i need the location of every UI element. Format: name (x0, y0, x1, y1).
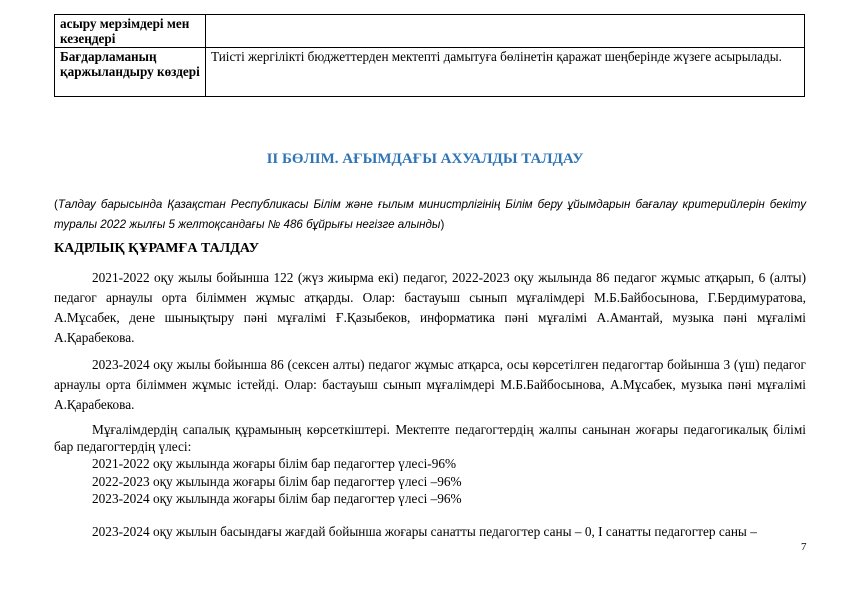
table-cell-value (206, 15, 805, 48)
paragraph-3: Мұғалімдердің сапалық құрамының көрсеткіштері. Мектепте педагогтердің жалпы санынан жоғары педагогикалық білімі бар педагогтердің үлесі: (54, 422, 806, 454)
list-item: 2023-2024 оқу жылында жоғары білім бар педагогтер үлесі –96% (92, 491, 462, 506)
share-list (92, 455, 462, 508)
table-cell-label: Бағдарламаның қаржыландыру көздері (55, 48, 206, 97)
table-row (55, 48, 805, 97)
paragraph-4: 2023-2024 оқу жылын басындағы жағдай бойынша жоғары санатты педагогтер саны – 0, І санатты педагогтер саны – (92, 524, 757, 539)
table-cell-value: Тиісті жергілікті бюджеттерден мектепті дамытуға бөлінетін қаражат шеңберінде жүзеге асырылады. (206, 48, 805, 97)
page-number: 7 (801, 541, 807, 553)
paragraph-1: 2021-2022 оқу жылы бойынша 122 (жүз жиырма екі) педагог, 2022-2023 оқу жылында 86 педагог жұмыс атқарып, 6 (алты) педагог арнаулы орта біліммен жұмыс атқарды. Олар: бастауыш сынып мұғалімдері М.Б.Байбосынова, Г.Бердимуратова, А.Мұсабек, дене шынықтыру пәні мұғалімі Ғ.Қазыбеков, информатика пәні мұғалімі А.Амантай, музыка пәні мұғалімі А.Қарабекова. (54, 270, 806, 345)
note-text: Талдау барысында Қазақстан Республикасы Білім және ғылым министрлігінің Білім беру ұйымдарын бағалау критерийлерін бекіту туралы 2022 жылғы 5 желтоқсандағы № 486 бұйрығы негізге алынды (54, 198, 806, 231)
reference-note (54, 195, 806, 235)
list-item: 2022-2023 оқу жылында жоғары білім бар педагогтер үлесі –96% (92, 473, 462, 489)
table-row (55, 15, 805, 48)
section-heading: II БӨЛІМ. АҒЫМДАҒЫ АХУАЛДЫ ТАЛДАУ (266, 151, 584, 167)
table-cell-label: асыру мерзімдері мен кезеңдері (55, 15, 206, 48)
subheading: КАДРЛЫҚ ҚҰРАМҒА ТАЛДАУ (54, 241, 260, 256)
paragraph-2: 2023-2024 оқу жылы бойынша 86 (сексен алты) педагог жұмыс атқарса, осы көрсетілген педагогтар бойынша 3 (үш) педагог арнаулы орта біліммен жұмыс істейді. Олар: бастауыш сынып мұғалімдері М.Б.Байбосынова, А.Мұсабек, музыка пәні мұғалімі А.Қарабекова. (54, 357, 806, 412)
note-open-paren: ( (54, 198, 58, 211)
note-close-paren: ) (440, 218, 445, 231)
program-passport-table (54, 14, 805, 97)
list-item: 2021-2022 оқу жылында жоғары білім бар педагогтер үлесі-96% (92, 456, 457, 471)
